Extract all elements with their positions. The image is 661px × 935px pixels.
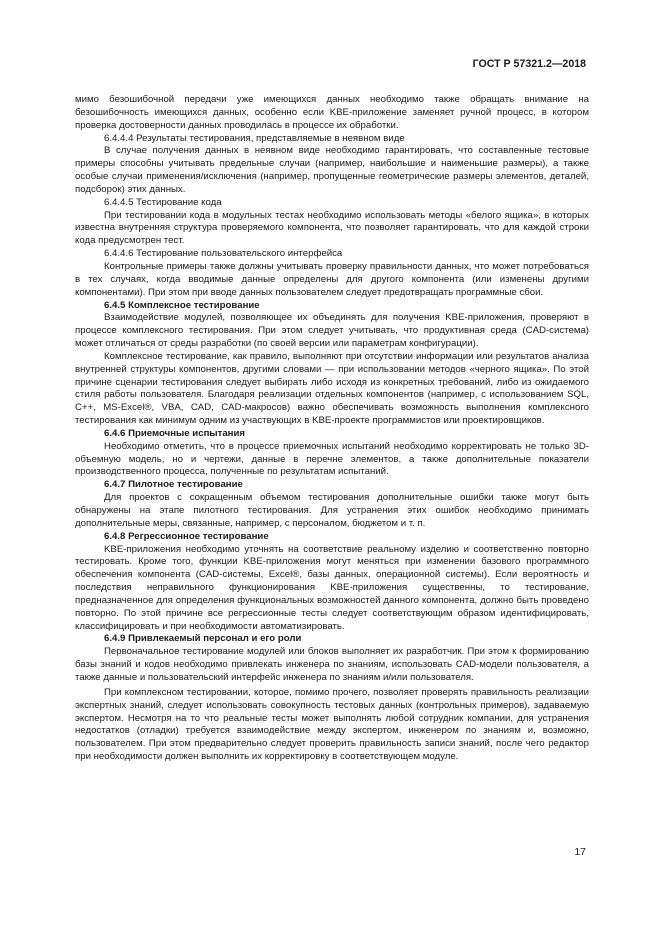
subsection-heading-6-4-4-5: 6.4.4.5 Тестирование кода (104, 196, 222, 208)
section-heading-6-4-5: 6.4.5 Комплексное тестирование (104, 299, 260, 311)
standard-header: ГОСТ Р 57321.2—2018 (472, 58, 586, 70)
paragraph: Комплексное тестирование, как правило, выполняют при отсутствии информации или результатов анализа внутренней структуры компонентов, другими словами — при использовании методов «черного ящика». По этой причине сценарии тестирования следует выбирать либо исходя из конкретных требований, либо из ожидаемого стиля работы пользователя. Благодаря реализации отдельных компонентов (например, с использованием SQL, C++, MS-Excel®, VBA, CAD, CAD-макросов) важно обеспечивать возможность выполнения комплексного тестирования как минимум одним из участвующих в KBE-проекте программистов или проектировщиков. (75, 350, 589, 427)
paragraph: Взаимодействие модулей, позволяющее их объединять для получения KBE-приложения, проверяют в процессе комплексного тестирования. При этом следует учитывать, что продуктивная среда (CAD-система) может отличаться от среды разработки (по своей версии или параметрам конфигурации). (75, 312, 589, 350)
paragraph: Для проектов с сокращенным объемом тестирования дополнительные ошибки также могут быть обнаружены на этапе пилотного тестирования. Для устранения этих ошибок необходимо принимать дополнительные меры, связанные, например, с персоналом, бюджетом и т. п. (75, 492, 589, 529)
paragraph-continuation: мимо безошибочной передачи уже имеющихся данных необходимо также обращать внимание на безошибочность имеющихся данных, особенно если KBE-приложение заменяет ручной процесс, в котором проверка достоверности данных проводилась в процессе их обработки. (75, 94, 589, 131)
paragraph: KBE-приложения необходимо уточнять на соответствие реальному изделию и соответственно повторно тестировать. Кроме того, функции KBE-приложения могут меняться при изменении базового программного обеспечения компонента (CAD-системы, Excel®, базы данных, операционной системы). Если вероятность и последствия неправильного функционирования KBE-приложения существенны, то тестирование, предназначенное для определения функциональных возможностей данного компонента, должно быть проведено повторно. По этой причине все регрессионные тесты следует соответствующим образом идентифицировать, классифицировать и при необходимости автоматизировать. (75, 543, 589, 632)
section-heading-6-4-6: 6.4.6 Приемочные испытания (104, 427, 246, 439)
paragraph: Контрольные примеры также должны учитывать проверку правильности данных, что может потребоваться в тех случаях, когда вводимые данные определены для другого компонента (или изменены другими компонентами). При этом при вводе данных пользователем следует предотвращать программные сбои. (75, 260, 589, 298)
paragraph: При комплексном тестировании, которое, помимо прочего, позволяет проверять правильность реализации экспертных знаний, следует использовать совокупность тестовых данных (контрольных примеров), задаваемую экспертом. Несмотря на то что реальные тесты может выполнять любой сотрудник компании, для устранения недостатков (отладки) требуется взаимодействие между экспертом, инженером по знаниям и, возможно, пользователем. При этом предварительно следует проверить правильность записи знаний, после чего редактор при необходимости должен выполнить их корректировку в соответствующем модуле. (75, 686, 589, 763)
subsection-heading-6-4-4-6: 6.4.4.6 Тестирование пользовательского интерфейса (104, 248, 343, 260)
paragraph: При тестировании кода в модульных тестах необходимо использовать методы «белого ящика», в которых известна внутренняя структура проверяемого компонента, что позволяет гарантировать, что для каждой строки кода предусмотрен тест. (75, 209, 589, 247)
section-heading-6-4-7: 6.4.7 Пилотное тестирование (104, 479, 243, 491)
paragraph: Первоначальное тестирование модулей или блоков выполняет их разработчик. При этом к формированию базы знаний и кодов необходимо привлекать инженера по знаниям, использовать CAD-модели пользователя, а также данные и пользовательский интерфейс инженера по знаниям и/или пользователя. (75, 646, 589, 683)
paragraph: В случае получения данных в неявном виде необходимо гарантировать, что составленные тестовые примеры способны учитывать предельные случаи (например, наибольшие и наименьшие размеры), а также особые случаи применения/исключения (например, пропущенные геометрические размеры элементов, деталей, подсборок) этих данных. (75, 145, 589, 195)
section-heading-6-4-8: 6.4.8 Регрессионное тестирование (104, 530, 269, 542)
paragraph: Необходимо отметить, что в процессе приемочных испытаний необходимо корректировать не только 3D-объемную модель, но и чертежи, данные в перечне элементов, а также дополнительные показатели производственного процесса, полученные по результатам испытаний. (75, 440, 589, 478)
subsection-heading-6-4-4-4: 6.4.4.4 Результаты тестирования, представляемые в неявном виде (104, 132, 405, 144)
document-body (75, 94, 589, 764)
section-heading-6-4-9: 6.4.9 Привлекаемый персонал и его роли (104, 633, 302, 645)
page-number: 17 (574, 846, 586, 858)
